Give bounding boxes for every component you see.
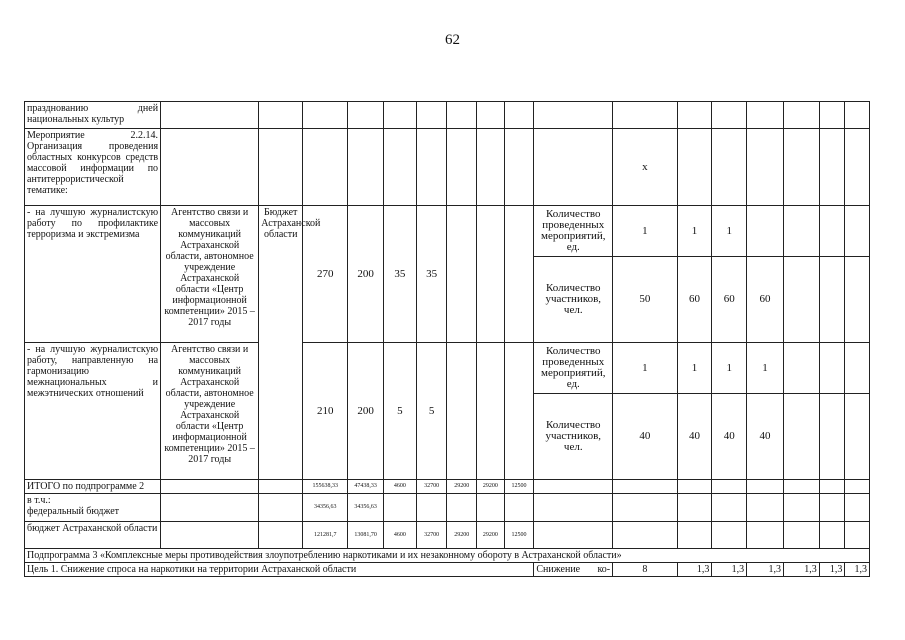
goal-value: 1,3 <box>712 563 747 577</box>
funding-source: Бюджет Астраханской области <box>259 206 303 480</box>
y2017: 35 <box>416 206 447 343</box>
regional-budget-label: бюджет Астраханской области <box>25 522 161 549</box>
goal-value: 1,3 <box>783 563 819 577</box>
total: 210 <box>303 343 348 480</box>
indicator-value: 1 <box>747 343 784 394</box>
total-label: ИТОГО по подпрограмме 2 <box>25 480 161 494</box>
contest-label: - на лучшую журналистскую работу, направленную на гармонизацию межнациональных и межэтнических отношений <box>25 343 161 480</box>
indicator-name: Количество проведенных мероприятий, ед. <box>534 343 613 394</box>
x-mark: х <box>613 129 677 206</box>
total: 270 <box>303 206 348 343</box>
table-row <box>25 206 870 257</box>
sum-value: 155638,33 <box>303 480 348 494</box>
indicator-value: 1 <box>613 206 677 257</box>
goal-value: 1,3 <box>677 563 712 577</box>
y2016: 5 <box>384 343 417 480</box>
table-row <box>25 102 870 129</box>
indicator-value: 50 <box>613 257 677 343</box>
goal-value: 1,3 <box>819 563 845 577</box>
sum-value: 32700 <box>416 480 447 494</box>
sum-value: 4600 <box>384 522 417 549</box>
sum-value: 12500 <box>504 480 534 494</box>
indicator-name: Количество участников, чел. <box>534 394 613 480</box>
executor: Агентство связи и массовых коммуникаций Астраханской области, автономное учреждение Астраханской области «Центр информационной компетенции» 2015 – 2017 годы <box>161 206 259 343</box>
event-title: Мероприятие 2.2.14. Организация проведения областных конкурсов средств массовой информации по антитеррористической тематике: <box>25 129 161 206</box>
sum-value: 34356,63 <box>303 494 348 522</box>
indicator-value: 1 <box>677 206 712 257</box>
goal-value: 8 <box>613 563 677 577</box>
program-table <box>24 101 870 577</box>
indicator-value: 40 <box>712 394 747 480</box>
row-label: празднованию дней национальных культур <box>25 102 161 129</box>
sum-value: 4600 <box>384 480 417 494</box>
sum-value: 29200 <box>477 480 505 494</box>
table-row <box>25 563 870 577</box>
sum-value: 121281,7 <box>303 522 348 549</box>
sum-value: 29200 <box>447 522 477 549</box>
indicator-value: 60 <box>712 257 747 343</box>
sum-value: 13081,70 <box>348 522 384 549</box>
table-row <box>25 494 870 522</box>
goal-value: 1,3 <box>845 563 870 577</box>
y2017: 5 <box>416 343 447 480</box>
goal-indicator: Снижение ко- <box>534 563 613 577</box>
executor: Агентство связи и массовых коммуникаций Астраханской области, автономное учреждение Астраханской области «Центр информационной компетенции» 2015 – 2017 годы <box>161 343 259 480</box>
y2015: 200 <box>348 206 384 343</box>
sum-value: 29200 <box>477 522 505 549</box>
indicator-value: 40 <box>677 394 712 480</box>
indicator-value: 40 <box>613 394 677 480</box>
table-row <box>25 522 870 549</box>
table-row <box>25 480 870 494</box>
sum-value: 12500 <box>504 522 534 549</box>
table-row <box>25 343 870 394</box>
indicator-value: 60 <box>677 257 712 343</box>
y2016: 35 <box>384 206 417 343</box>
indicator-value: 40 <box>747 394 784 480</box>
indicator-value: 1 <box>712 206 747 257</box>
sum-value: 29200 <box>447 480 477 494</box>
indicator-name: Количество проведенных мероприятий, ед. <box>534 206 613 257</box>
sum-value: 34356,63 <box>348 494 384 522</box>
goal-label: Цель 1. Снижение спроса на наркотики на территории Астраханской области <box>25 563 534 577</box>
indicator-value: 1 <box>613 343 677 394</box>
page-number: 62 <box>445 32 460 48</box>
goal-value: 1,3 <box>747 563 784 577</box>
sum-value: 32700 <box>416 522 447 549</box>
indicator-value: 1 <box>677 343 712 394</box>
table-row <box>25 129 870 206</box>
sum-value: 47438,33 <box>348 480 384 494</box>
federal-label: в т.ч.: федеральный бюджет <box>25 494 161 522</box>
y2015: 200 <box>348 343 384 480</box>
indicator-value: 60 <box>747 257 784 343</box>
contest-label: - на лучшую журналистскую работу по профилактике терроризма и экстремизма <box>25 206 161 343</box>
indicator-name: Количество участников, чел. <box>534 257 613 343</box>
table-row <box>25 549 870 563</box>
subprogram-header: Подпрограмма 3 «Комплексные меры противодействия злоупотреблению наркотиками и их незаконному обороту в Астраханской области» <box>25 549 870 563</box>
indicator-value <box>747 206 784 257</box>
indicator-value: 1 <box>712 343 747 394</box>
